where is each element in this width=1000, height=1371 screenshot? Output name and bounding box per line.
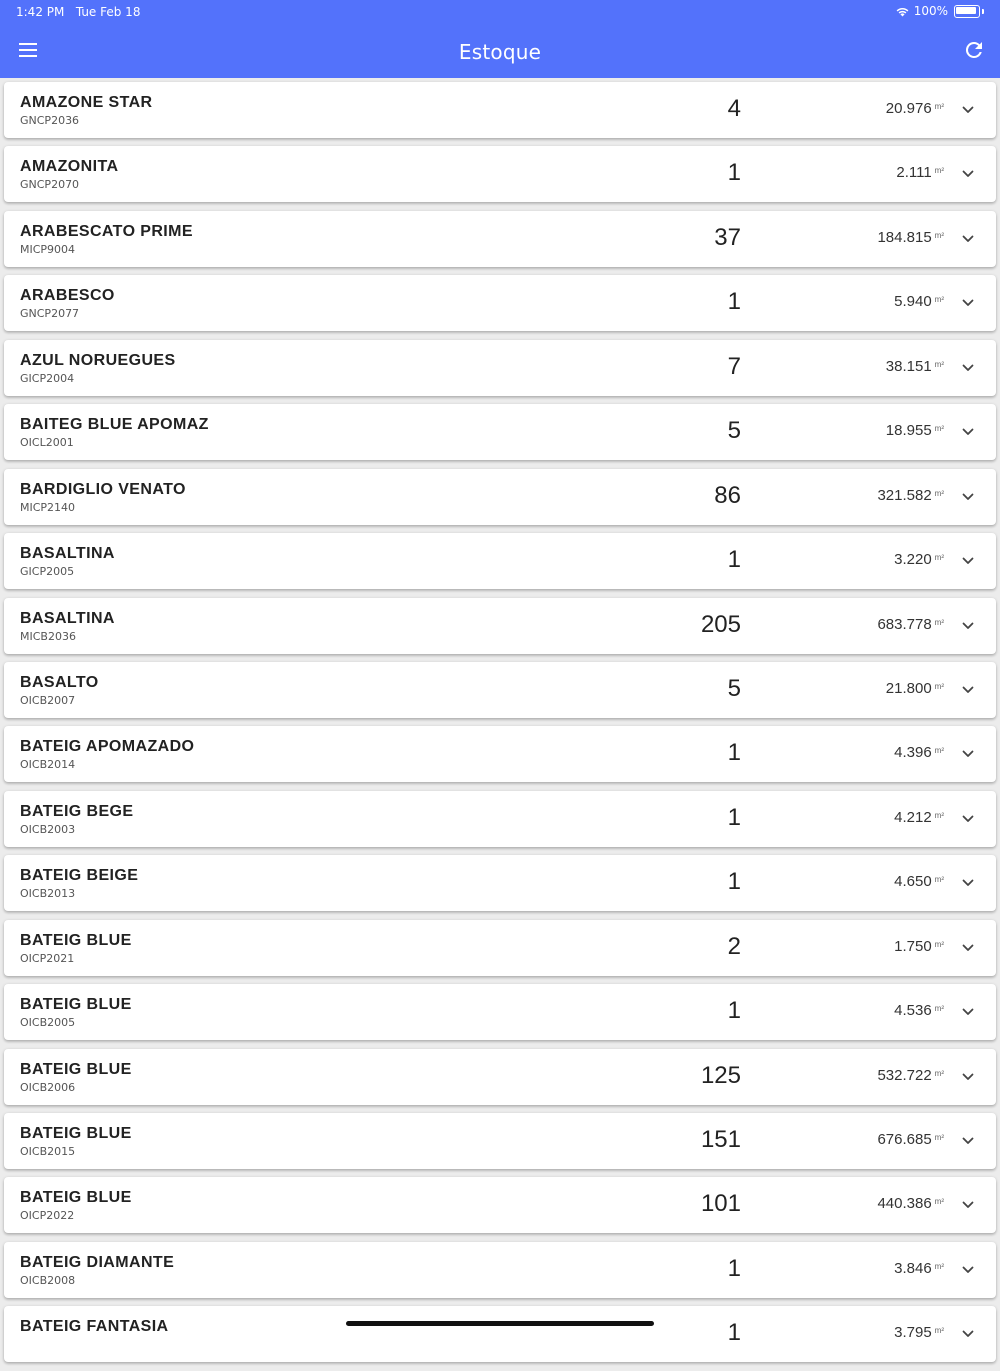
item-quantity: 5 (727, 674, 741, 702)
item-area (894, 1324, 944, 1341)
item-area-value: 3.795 (894, 1324, 932, 1342)
list-item[interactable] (4, 146, 996, 202)
item-quantity: 86 (714, 481, 741, 509)
chevron-down-icon[interactable] (960, 1069, 976, 1085)
item-area (894, 551, 944, 568)
battery-icon (954, 5, 980, 18)
chevron-down-icon[interactable] (960, 166, 976, 182)
item-code: MICB2036 (20, 629, 76, 643)
list-item[interactable] (4, 1306, 996, 1362)
list-item[interactable] (4, 1113, 996, 1169)
item-quantity: 1 (727, 159, 741, 187)
item-quantity: 5 (727, 417, 741, 445)
item-area-unit: m² (934, 681, 944, 691)
item-area-unit: m² (934, 939, 944, 949)
item-area (877, 229, 944, 246)
item-quantity: 1 (727, 997, 741, 1025)
item-area (894, 938, 944, 955)
chevron-down-icon[interactable] (960, 295, 976, 311)
item-area-value: 4.536 (894, 1002, 932, 1020)
list-item[interactable] (4, 211, 996, 267)
item-name: BATEIG BLUE (20, 1125, 132, 1142)
chevron-down-icon[interactable] (960, 1133, 976, 1149)
item-area (886, 358, 944, 375)
item-quantity: 4 (727, 95, 741, 122)
item-area-unit: m² (934, 166, 944, 176)
item-quantity: 1 (727, 739, 741, 767)
item-area (877, 1131, 944, 1148)
item-code: OICB2003 (20, 822, 76, 836)
status-date-text: Tue Feb 18 (75, 5, 141, 19)
item-code: OICL2001 (20, 436, 74, 450)
item-code: GICP2005 (20, 565, 75, 579)
item-quantity: 1 (727, 546, 741, 574)
item-code: GNCP2036 (20, 114, 80, 127)
chevron-down-icon[interactable] (960, 682, 976, 698)
item-area-unit: m² (934, 875, 944, 885)
item-name: ARABESCO (20, 287, 115, 305)
item-quantity: 1 (727, 1319, 741, 1347)
list-item[interactable] (4, 1049, 996, 1105)
chevron-down-icon[interactable] (960, 102, 976, 118)
battery-percent: 100% (913, 4, 948, 18)
chevron-down-icon[interactable] (960, 746, 976, 762)
list-item[interactable] (4, 855, 996, 911)
item-name: BATEIG BEIGE (20, 867, 139, 885)
chevron-down-icon[interactable] (960, 618, 976, 634)
refresh-icon[interactable] (962, 38, 986, 62)
item-area-unit: m² (934, 553, 944, 563)
item-area-value: 683.778 (877, 615, 932, 633)
item-area-value: 321.582 (877, 486, 932, 504)
list-item[interactable] (4, 791, 996, 847)
item-area-unit: m² (934, 1326, 944, 1336)
item-area-unit: m² (934, 295, 944, 305)
chevron-down-icon[interactable] (960, 940, 976, 956)
item-area-unit: m² (934, 1261, 944, 1271)
list-item[interactable] (4, 340, 996, 396)
item-area-value: 5.940 (894, 293, 932, 311)
item-name: AMAZONITA (20, 158, 119, 176)
item-quantity: 1 (727, 288, 741, 316)
item-code: OICB2014 (20, 758, 76, 772)
item-name: BASALTINA (20, 545, 115, 563)
item-area (877, 1067, 944, 1084)
item-name: BARDIGLIO VENATO (20, 480, 186, 498)
page-title: Estoque (458, 40, 542, 64)
item-name: AZUL NORUEGUES (20, 351, 176, 369)
chevron-down-icon[interactable] (960, 875, 976, 891)
item-area-unit: m² (934, 1068, 944, 1078)
item-name: BATEIG BLUE (20, 931, 132, 949)
item-code: OICB2013 (20, 887, 76, 901)
list-item[interactable] (4, 533, 996, 589)
item-area-unit: m² (934, 359, 944, 369)
item-code: OICB2008 (20, 1273, 76, 1287)
item-area-value: 3.220 (894, 551, 932, 569)
item-area-value: 4.396 (894, 744, 932, 762)
chevron-down-icon[interactable] (960, 424, 976, 440)
item-area-value: 38.151 (885, 357, 932, 375)
nav-bar (0, 28, 1000, 76)
item-code: GNCP2070 (20, 178, 80, 192)
item-name: BASALTINA (20, 609, 115, 627)
chevron-down-icon[interactable] (960, 489, 976, 505)
item-area-value: 1.750 (894, 937, 932, 955)
chevron-down-icon[interactable] (960, 553, 976, 569)
home-indicator (346, 1321, 654, 1326)
item-code: OICB2005 (20, 1016, 76, 1030)
item-quantity: 7 (727, 352, 741, 380)
item-quantity: 125 (700, 1061, 741, 1089)
status-time (16, 5, 140, 19)
chevron-down-icon[interactable] (960, 1262, 976, 1278)
item-quantity: 2 (727, 932, 741, 960)
item-area (877, 616, 944, 633)
battery-tip (982, 9, 984, 14)
item-area (886, 422, 944, 439)
item-name: BATEIG BEGE (20, 802, 134, 820)
item-area-unit: m² (934, 746, 944, 756)
item-area-unit: m² (934, 230, 944, 240)
item-quantity: 101 (700, 1190, 741, 1218)
item-area (894, 1260, 944, 1277)
item-area (886, 100, 944, 117)
status-time-text: 1:42 PM (16, 5, 65, 19)
chevron-down-icon[interactable] (960, 1004, 976, 1020)
item-area-unit: m² (934, 1197, 944, 1207)
item-code: OICP2021 (20, 951, 75, 965)
item-area-value: 440.386 (877, 1195, 932, 1213)
item-area-unit: m² (934, 424, 944, 434)
list-item[interactable] (4, 82, 996, 138)
item-area-unit: m² (934, 810, 944, 820)
chevron-down-icon[interactable] (960, 1326, 976, 1342)
app-header (0, 0, 1000, 78)
item-quantity: 151 (700, 1126, 741, 1153)
item-quantity: 37 (714, 223, 741, 251)
item-code: OICB2015 (20, 1145, 76, 1158)
item-name: ARABESCATO PRIME (20, 222, 193, 240)
status-right (895, 4, 984, 18)
item-area-value: 532.722 (877, 1066, 932, 1084)
chevron-down-icon[interactable] (960, 231, 976, 247)
chevron-down-icon[interactable] (960, 360, 976, 376)
list-item[interactable] (4, 920, 996, 976)
item-name: AMAZONE STAR (20, 94, 153, 111)
item-area (894, 293, 944, 310)
item-area-value: 18.955 (885, 422, 932, 440)
list-item[interactable] (4, 726, 996, 782)
item-quantity: 1 (727, 1254, 741, 1282)
item-area-value: 676.685 (877, 1131, 932, 1148)
list-item[interactable] (4, 1177, 996, 1233)
wifi-icon (895, 6, 910, 17)
item-area (896, 164, 944, 181)
item-area-value: 184.815 (877, 228, 932, 246)
stock-list (0, 82, 1000, 1371)
item-name: BAITEG BLUE APOMAZ (20, 416, 209, 434)
item-name: BATEIG BLUE (20, 996, 132, 1014)
chevron-down-icon[interactable] (960, 1197, 976, 1213)
item-name: BATEIG FANTASIA (20, 1318, 169, 1336)
item-area-value: 20.976 (885, 100, 932, 117)
list-item[interactable] (4, 984, 996, 1040)
item-area-value: 4.212 (894, 808, 932, 826)
item-area (877, 1195, 944, 1212)
item-name: BASALTO (20, 673, 99, 691)
item-code: MICP2140 (20, 500, 76, 514)
item-area (894, 873, 944, 890)
item-area-value: 21.800 (885, 679, 932, 697)
item-quantity: 1 (727, 868, 741, 896)
list-item[interactable] (4, 469, 996, 525)
item-name: BATEIG APOMAZADO (20, 738, 195, 756)
item-area (894, 744, 944, 761)
item-quantity: 205 (700, 610, 741, 638)
list-item[interactable] (4, 404, 996, 460)
item-area (886, 680, 944, 697)
item-code: OICB2007 (20, 693, 76, 707)
item-area-unit: m² (934, 102, 944, 111)
item-quantity: 1 (727, 803, 741, 831)
item-area (894, 809, 944, 826)
list-item[interactable] (4, 662, 996, 718)
item-area-unit: m² (934, 1133, 944, 1142)
status-bar (0, 0, 1000, 24)
item-area-unit: m² (934, 617, 944, 627)
item-area-unit: m² (934, 1004, 944, 1014)
item-area-value: 2.111 (896, 164, 932, 182)
item-name: BATEIG BLUE (20, 1189, 132, 1207)
item-area-value: 4.650 (894, 873, 932, 891)
item-code: OICB2006 (20, 1080, 76, 1094)
item-code: GNCP2077 (20, 307, 80, 321)
item-area-value: 3.846 (894, 1259, 932, 1277)
item-code: MICP9004 (20, 242, 76, 256)
list-item[interactable] (4, 598, 996, 654)
chevron-down-icon[interactable] (960, 811, 976, 827)
item-area (894, 1002, 944, 1019)
list-item[interactable] (4, 275, 996, 331)
item-name: BATEIG BLUE (20, 1060, 132, 1078)
item-area (877, 487, 944, 504)
list-item[interactable] (4, 1242, 996, 1298)
item-code: GICP2004 (20, 371, 75, 385)
item-name: BATEIG DIAMANTE (20, 1253, 175, 1271)
item-code: OICP2022 (20, 1209, 75, 1223)
item-area-unit: m² (934, 488, 944, 498)
